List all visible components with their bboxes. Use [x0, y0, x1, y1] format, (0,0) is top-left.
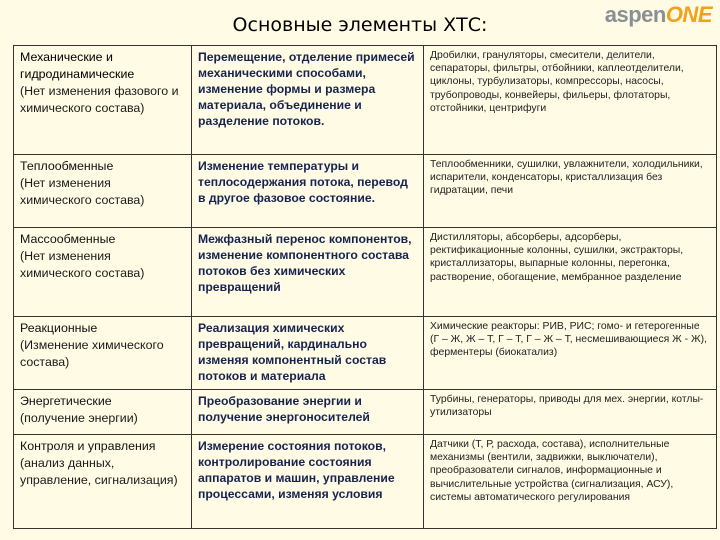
purpose-cell: Преобразование энергии и получение энергоносителей: [192, 390, 424, 435]
table-row: [14, 155, 717, 228]
category-cell: Энергетические (получение энергии): [14, 390, 192, 435]
equipment-cell: Датчики (Т, Р, расхода, состава), исполнительные механизмы (вентили, задвижки, выключатели), преобразователи сигналов, информационные и вычислительные устройства (сигнализация, АСУ), системы автоматического регулирования: [424, 435, 717, 529]
equipment-cell: Химические реакторы: РИВ, РИС; гомо- и гетерогенные (Г – Ж, Ж – Т, Г – Т, Г – Ж – Т, несмешивающиеся Ж - Ж), ферментеры (биокатализ): [424, 317, 717, 390]
table-row: [14, 228, 717, 317]
category-cell: Контроля и управления (анализ данных, управление, сигнализация): [14, 435, 192, 529]
category-cell: Теплообменные (Нет изменения химического состава): [14, 155, 192, 228]
category-cell: Реакционные (Изменение химического состава): [14, 317, 192, 390]
table-row: [14, 390, 717, 435]
table-row: [14, 435, 717, 529]
purpose-cell: Перемещение, отделение примесей механическими способами, изменение формы и размера материала, объединение и разделение потоков.: [192, 46, 424, 155]
equipment-cell: Дробилки, грануляторы, смесители, делители, сепараторы, фильтры, отбойники, каплеотделители, циклоны, турбулизаторы, компрессоры, насосы, трубопроводы, конвейеры, фильеры, флотаторы, отстойники, центрифуги: [424, 46, 717, 155]
purpose-cell: Измерение состояния потоков, контролирование состояния аппаратов и машин, управление процессами, изменяя условия: [192, 435, 424, 529]
equipment-cell: Дистилляторы, абсорберы, адсорберы, ректификационные колонны, сушилки, экстракторы, кристаллизаторы, выпарные колонны, перегонка, растворение, обогащение, мембранное разделение: [424, 228, 717, 317]
aspenone-logo: aspenONE: [604, 2, 712, 27]
purpose-cell: Межфазный перенос компонентов, изменение компонентного состава потоков без химических превращений: [192, 228, 424, 317]
equipment-cell: Теплообменники, сушилки, увлажнители, холодильники, испарители, конденсаторы, кристаллизация без гидратации, печи: [424, 155, 717, 228]
table-row: [14, 317, 717, 390]
elements-table: [13, 45, 717, 529]
table-row: [14, 46, 717, 155]
category-cell: Механические и гидродинамические (Нет изменения фазового и химического состава): [14, 46, 192, 155]
purpose-cell: Изменение температуры и теплосодержания потока, перевод в другое фазовое состояние.: [192, 155, 424, 228]
purpose-cell: Реализация химических превращений, кардинально изменяя компонентный состав потоков и материала: [192, 317, 424, 390]
slide-title: Основные элементы ХТС:: [232, 14, 488, 36]
category-cell: Массообменные (Нет изменения химического состава): [14, 228, 192, 317]
equipment-cell: Турбины, генераторы, приводы для мех. энергии, котлы-утилизаторы: [424, 390, 717, 435]
